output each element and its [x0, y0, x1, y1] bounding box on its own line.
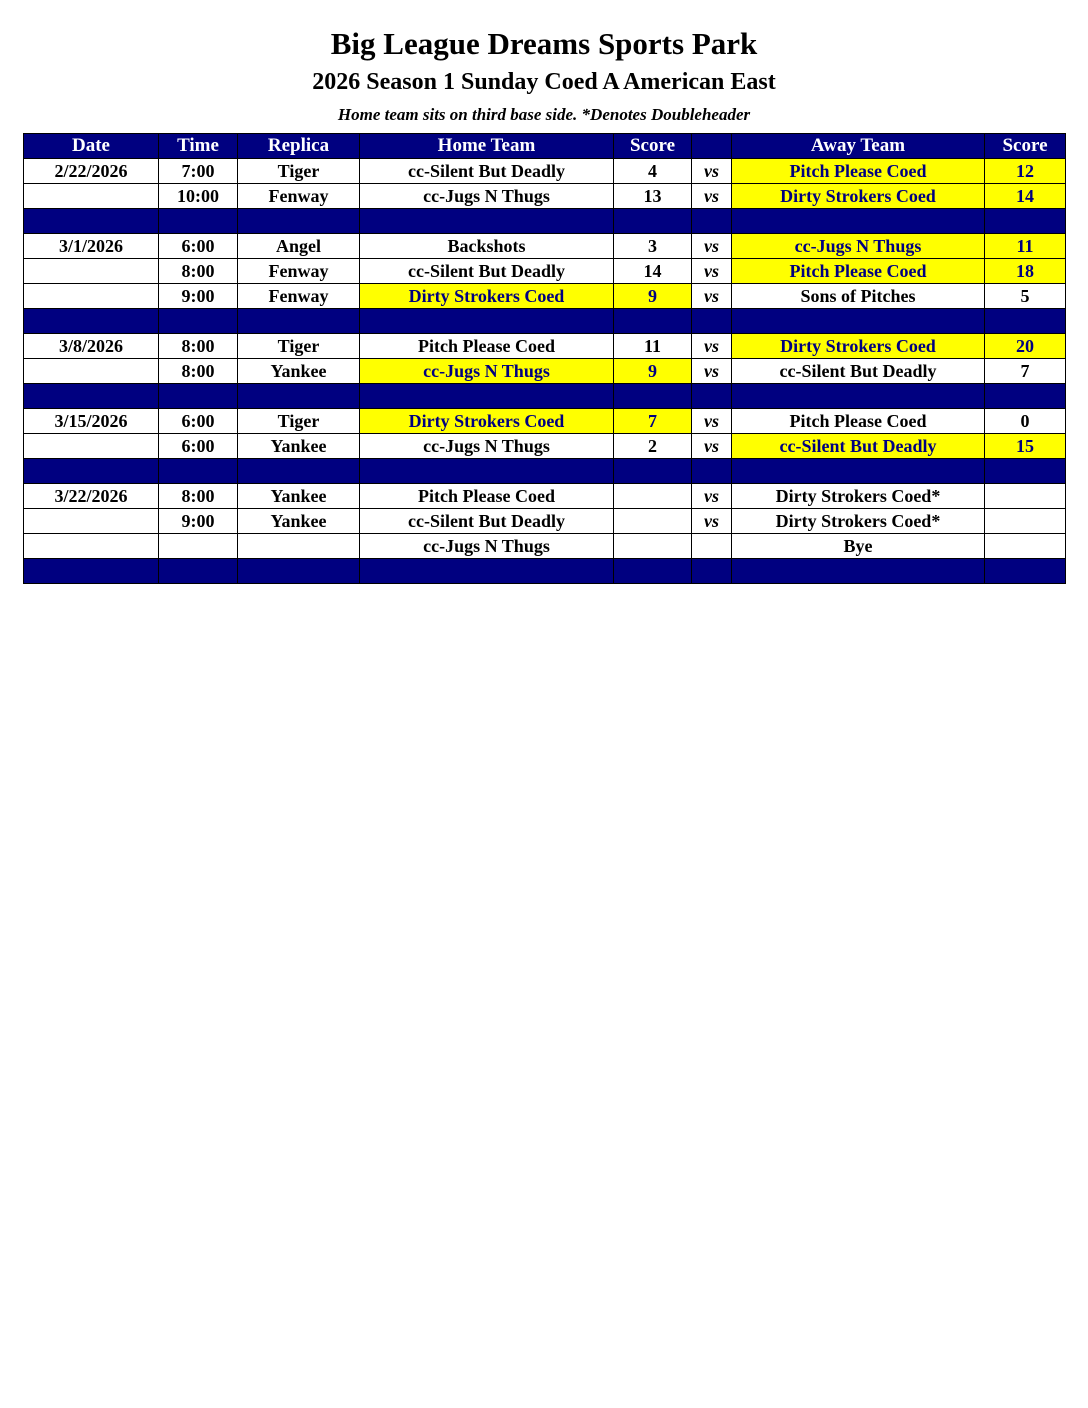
spacer-row — [24, 459, 1066, 484]
home-team-cell: cc-Silent But Deadly — [360, 259, 614, 284]
away-score-cell: 15 — [985, 434, 1066, 459]
replica-cell: Fenway — [238, 259, 360, 284]
date-cell: 3/8/2026 — [24, 334, 159, 359]
time-cell — [159, 534, 238, 559]
away-team-cell: Dirty Strokers Coed* — [732, 509, 985, 534]
game-row — [24, 159, 1066, 184]
vs-cell: vs — [692, 359, 732, 384]
replica-cell — [238, 534, 360, 559]
replica-cell: Fenway — [238, 284, 360, 309]
home-score-cell — [614, 484, 692, 509]
away-team-cell: Pitch Please Coed — [732, 259, 985, 284]
spacer-cell — [24, 209, 159, 234]
spacer-cell — [692, 209, 732, 234]
game-row — [24, 284, 1066, 309]
spacer-cell — [692, 559, 732, 584]
away-score-cell: 20 — [985, 334, 1066, 359]
away-team-cell: Sons of Pitches — [732, 284, 985, 309]
spacer-cell — [732, 209, 985, 234]
col-header-home-team: Home Team — [360, 134, 614, 159]
spacer-cell — [24, 309, 159, 334]
page-subtitle: 2026 Season 1 Sunday Coed A American East — [312, 69, 776, 95]
vs-cell: vs — [692, 259, 732, 284]
time-cell: 10:00 — [159, 184, 238, 209]
spacer-cell — [985, 309, 1066, 334]
game-row — [24, 509, 1066, 534]
date-cell — [24, 434, 159, 459]
vs-cell: vs — [692, 434, 732, 459]
spacer-cell — [159, 309, 238, 334]
time-cell: 8:00 — [159, 334, 238, 359]
spacer-cell — [24, 384, 159, 409]
away-score-cell: 0 — [985, 409, 1066, 434]
spacer-cell — [985, 209, 1066, 234]
time-cell: 8:00 — [159, 259, 238, 284]
away-team-cell: cc-Silent But Deadly — [732, 359, 985, 384]
header-row — [24, 134, 1066, 159]
home-score-cell: 4 — [614, 159, 692, 184]
home-team-cell: cc-Jugs N Thugs — [360, 434, 614, 459]
spacer-cell — [159, 459, 238, 484]
away-score-cell — [985, 509, 1066, 534]
date-cell: 3/22/2026 — [24, 484, 159, 509]
spacer-cell — [360, 209, 614, 234]
away-team-cell: Dirty Strokers Coed* — [732, 484, 985, 509]
spacer-cell — [360, 459, 614, 484]
date-cell — [24, 284, 159, 309]
away-score-cell: 5 — [985, 284, 1066, 309]
home-team-cell: Dirty Strokers Coed — [360, 409, 614, 434]
vs-cell: vs — [692, 184, 732, 209]
spacer-cell — [732, 559, 985, 584]
home-team-cell: Backshots — [360, 234, 614, 259]
away-score-cell: 11 — [985, 234, 1066, 259]
away-team-cell: Dirty Strokers Coed — [732, 184, 985, 209]
spacer-cell — [238, 209, 360, 234]
spacer-cell — [614, 209, 692, 234]
schedule-body — [24, 159, 1066, 584]
spacer-cell — [360, 559, 614, 584]
home-team-cell: Dirty Strokers Coed — [360, 284, 614, 309]
time-cell: 9:00 — [159, 284, 238, 309]
vs-cell: vs — [692, 484, 732, 509]
home-team-cell: Pitch Please Coed — [360, 334, 614, 359]
home-score-cell: 13 — [614, 184, 692, 209]
col-header-away-score: Score — [985, 134, 1066, 159]
col-header-away-team: Away Team — [732, 134, 985, 159]
col-header-vs — [692, 134, 732, 159]
away-team-cell: Bye — [732, 534, 985, 559]
vs-cell: vs — [692, 159, 732, 184]
spacer-cell — [692, 459, 732, 484]
home-score-cell: 3 — [614, 234, 692, 259]
game-row — [24, 259, 1066, 284]
replica-cell: Yankee — [238, 359, 360, 384]
spacer-cell — [24, 559, 159, 584]
time-cell: 6:00 — [159, 409, 238, 434]
away-team-cell: Pitch Please Coed — [732, 409, 985, 434]
replica-cell: Tiger — [238, 334, 360, 359]
spacer-cell — [692, 309, 732, 334]
replica-cell: Fenway — [238, 184, 360, 209]
game-row — [24, 334, 1066, 359]
replica-cell: Tiger — [238, 159, 360, 184]
spacer-cell — [24, 459, 159, 484]
spacer-cell — [238, 459, 360, 484]
spacer-cell — [614, 384, 692, 409]
vs-cell — [692, 534, 732, 559]
home-team-cell: cc-Silent But Deadly — [360, 159, 614, 184]
home-score-cell: 2 — [614, 434, 692, 459]
vs-cell: vs — [692, 234, 732, 259]
home-score-cell: 11 — [614, 334, 692, 359]
col-header-date: Date — [24, 134, 159, 159]
date-cell: 2/22/2026 — [24, 159, 159, 184]
replica-cell: Tiger — [238, 409, 360, 434]
date-cell — [24, 509, 159, 534]
time-cell: 8:00 — [159, 484, 238, 509]
spacer-cell — [692, 384, 732, 409]
spacer-cell — [614, 459, 692, 484]
away-score-cell: 14 — [985, 184, 1066, 209]
away-score-cell — [985, 534, 1066, 559]
time-cell: 6:00 — [159, 234, 238, 259]
spacer-cell — [360, 384, 614, 409]
time-cell: 8:00 — [159, 359, 238, 384]
home-score-cell: 7 — [614, 409, 692, 434]
home-team-cell: cc-Jugs N Thugs — [360, 184, 614, 209]
home-team-cell: cc-Jugs N Thugs — [360, 534, 614, 559]
home-team-cell: cc-Jugs N Thugs — [360, 359, 614, 384]
spacer-row — [24, 384, 1066, 409]
home-score-cell: 9 — [614, 359, 692, 384]
date-cell: 3/1/2026 — [24, 234, 159, 259]
away-score-cell: 12 — [985, 159, 1066, 184]
date-cell — [24, 359, 159, 384]
replica-cell: Yankee — [238, 434, 360, 459]
spacer-cell — [614, 559, 692, 584]
date-cell: 3/15/2026 — [24, 409, 159, 434]
away-team-cell: Pitch Please Coed — [732, 159, 985, 184]
away-team-cell: Dirty Strokers Coed — [732, 334, 985, 359]
time-cell: 6:00 — [159, 434, 238, 459]
game-row — [24, 234, 1066, 259]
schedule-table — [23, 133, 1066, 584]
home-score-cell: 9 — [614, 284, 692, 309]
spacer-cell — [732, 309, 985, 334]
vs-cell: vs — [692, 334, 732, 359]
game-row — [24, 359, 1066, 384]
spacer-row — [24, 209, 1066, 234]
replica-cell: Yankee — [238, 484, 360, 509]
spacer-cell — [985, 459, 1066, 484]
game-row — [24, 409, 1066, 434]
home-score-cell: 14 — [614, 259, 692, 284]
spacer-cell — [238, 559, 360, 584]
spacer-cell — [159, 559, 238, 584]
vs-cell: vs — [692, 409, 732, 434]
away-score-cell: 18 — [985, 259, 1066, 284]
spacer-cell — [732, 459, 985, 484]
spacer-cell — [159, 209, 238, 234]
away-score-cell — [985, 484, 1066, 509]
spacer-cell — [985, 559, 1066, 584]
home-score-cell — [614, 534, 692, 559]
page-note: Home team sits on third base side. *Denotes Doubleheader — [337, 105, 751, 124]
spacer-cell — [238, 384, 360, 409]
col-header-time: Time — [159, 134, 238, 159]
away-team-cell: cc-Jugs N Thugs — [732, 234, 985, 259]
time-cell: 7:00 — [159, 159, 238, 184]
date-cell — [24, 184, 159, 209]
game-row — [24, 184, 1066, 209]
spacer-cell — [614, 309, 692, 334]
date-cell — [24, 259, 159, 284]
time-cell: 9:00 — [159, 509, 238, 534]
col-header-home-score: Score — [614, 134, 692, 159]
game-row — [24, 434, 1066, 459]
away-score-cell: 7 — [985, 359, 1066, 384]
spacer-cell — [732, 384, 985, 409]
spacer-row — [24, 309, 1066, 334]
vs-cell: vs — [692, 509, 732, 534]
home-team-cell: cc-Silent But Deadly — [360, 509, 614, 534]
away-team-cell: cc-Silent But Deadly — [732, 434, 985, 459]
replica-cell: Yankee — [238, 509, 360, 534]
spacer-cell — [985, 384, 1066, 409]
spacer-cell — [238, 309, 360, 334]
home-score-cell — [614, 509, 692, 534]
vs-cell: vs — [692, 284, 732, 309]
page-title: Big League Dreams Sports Park — [330, 26, 758, 61]
replica-cell: Angel — [238, 234, 360, 259]
spacer-cell — [360, 309, 614, 334]
game-row — [24, 484, 1066, 509]
game-row — [24, 534, 1066, 559]
spacer-cell — [159, 384, 238, 409]
spacer-row — [24, 559, 1066, 584]
col-header-replica: Replica — [238, 134, 360, 159]
date-cell — [24, 534, 159, 559]
home-team-cell: Pitch Please Coed — [360, 484, 614, 509]
